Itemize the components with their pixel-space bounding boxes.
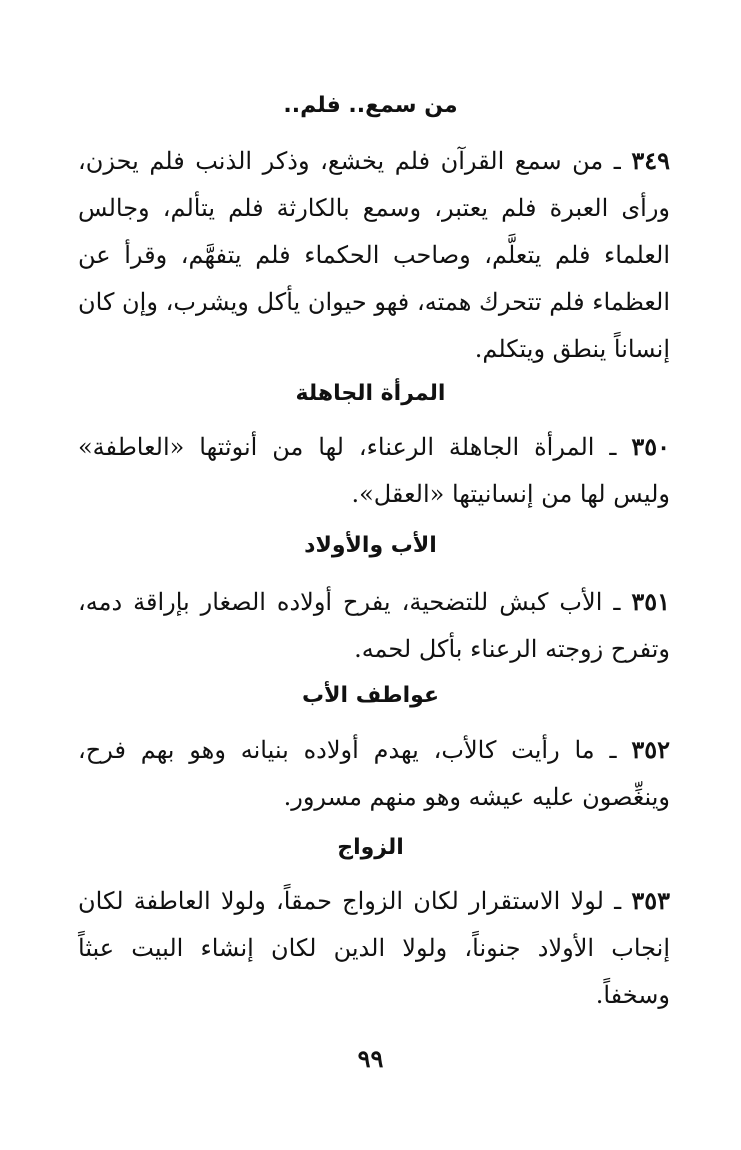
- page-number: ٩٩: [357, 1044, 384, 1073]
- aphorism-paragraph: [78, 137, 670, 373]
- aphorism-number: ٣٥٠: [631, 432, 670, 461]
- aphorism-paragraph: [78, 578, 670, 673]
- aphorism-number: ٣٤٩: [631, 146, 670, 175]
- section-heading: عواطف الأب: [302, 683, 439, 708]
- aphorism-number: ٣٥٣: [631, 886, 670, 915]
- aphorism-paragraph: [78, 877, 670, 1019]
- aphorism-text: ـ لولا الاستقرار لكان الزواج حمقاً، ولولا العاطفة لكان إنجاب الأولاد جنوناً، ولولا الدين لكان إنشاء البيت عبثاً وسخفاً.: [78, 887, 670, 1009]
- aphorism-number: ٣٥٢: [631, 735, 670, 764]
- section-heading: المرأة الجاهلة: [295, 381, 446, 406]
- section-heading: الأب والأولاد: [304, 533, 437, 558]
- aphorism-text: ـ ما رأيت كالأب، يهدم أولاده بنيانه وهو بهم فرح، وينغِّصون عليه عيشه وهو منهم مسرور.: [78, 736, 670, 811]
- aphorism-text: ـ من سمع القرآن فلم يخشع، وذكر الذنب فلم يحزن، ورأى العبرة فلم يعتبر، وسمع بالكارثة فلم يتألم، وجالس العلماء فلم يتعلَّم، وصاحب الحكماء فلم يتفهَّم، وقرأ عن العظماء فلم تتحرك همته، فهو حيوان يأكل ويشرب، وإن كان إنساناً ينطق ويتكلم.: [78, 147, 670, 363]
- section-heading: من سمع.. فلم..: [283, 93, 458, 118]
- aphorism-text: ـ المرأة الجاهلة الرعناء، لها من أنوثتها «العاطفة» وليس لها من إنسانيتها «العقل».: [78, 433, 670, 508]
- aphorism-paragraph: [78, 423, 670, 518]
- section-heading: الزواج: [337, 835, 404, 860]
- aphorism-paragraph: [78, 726, 670, 821]
- aphorism-text: ـ الأب كبش للتضحية، يفرح أولاده الصغار بإراقة دمه، وتفرح زوجته الرعناء بأكل لحمه.: [78, 588, 670, 663]
- aphorism-number: ٣٥١: [631, 587, 670, 616]
